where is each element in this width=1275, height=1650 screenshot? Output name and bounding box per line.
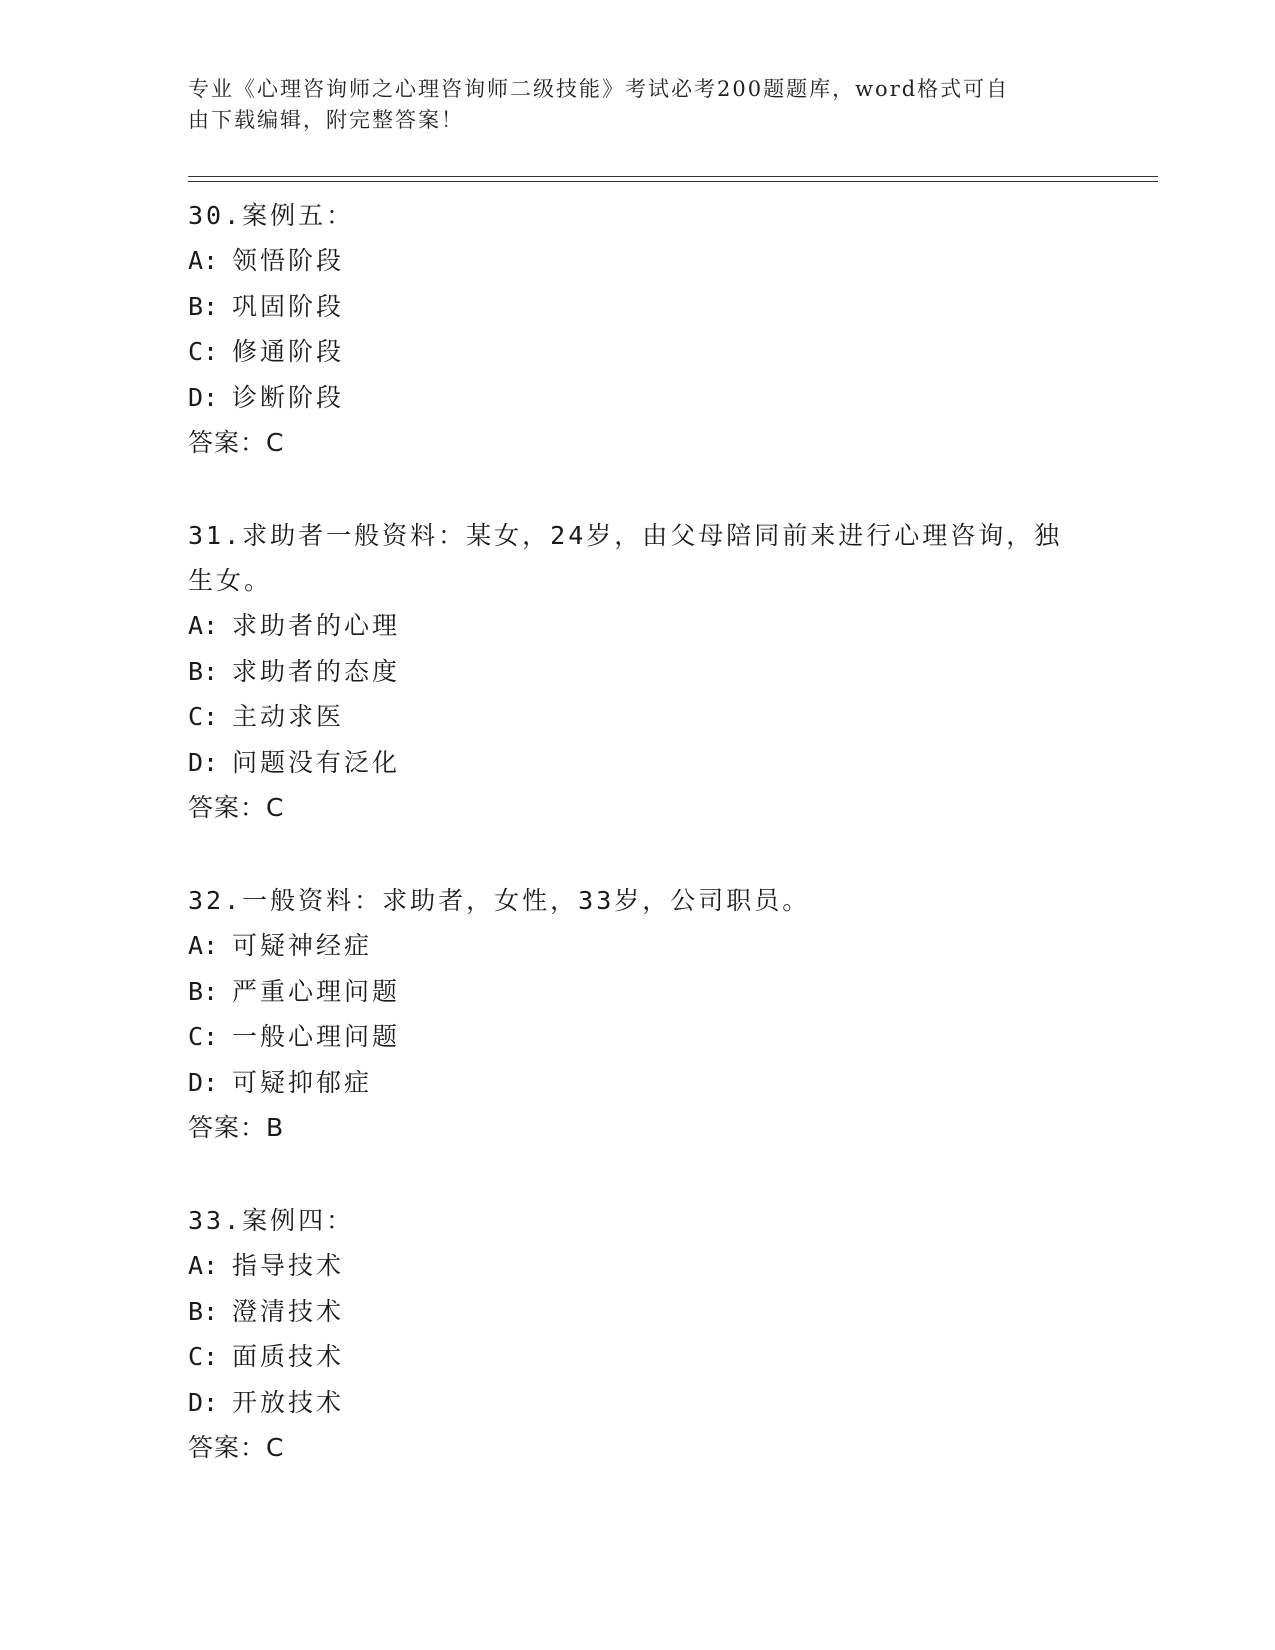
header-line-1: 专业《心理咨询师之心理咨询师二级技能》考试必考200题题库，word格式可自 (188, 77, 1010, 101)
option-letter: B: (188, 656, 219, 686)
option-letter: B: (188, 1296, 219, 1326)
option-d (188, 375, 1088, 421)
answer-line: 答案：B (188, 1113, 285, 1142)
option-text: 求助者的态度 (232, 656, 401, 686)
option-text: 巩固阶段 (232, 291, 345, 321)
option-c (188, 329, 1088, 375)
option-letter: D: (188, 382, 219, 412)
question-stem: 32.一般资料：求助者，女性，33岁，公司职员。 (188, 886, 811, 915)
question-31 (188, 513, 1088, 831)
option-d (188, 1060, 1088, 1106)
option-letter: C: (188, 702, 219, 731)
document-header (188, 74, 1068, 136)
option-letter: B: (188, 291, 219, 321)
option-text: 修通阶段 (232, 337, 345, 366)
option-a (188, 1243, 1088, 1289)
option-b (188, 284, 1088, 330)
option-letter: A: (188, 246, 219, 275)
option-letter: A: (188, 611, 219, 640)
option-a (188, 603, 1088, 649)
option-b (188, 649, 1088, 695)
option-text: 可疑神经症 (232, 931, 373, 960)
answer-line: 答案：C (188, 793, 285, 822)
option-letter: D: (188, 747, 219, 777)
option-letter: A: (188, 931, 219, 960)
option-letter: B: (188, 976, 219, 1006)
option-letter: D: (188, 1067, 219, 1097)
option-a (188, 238, 1088, 284)
option-c (188, 1334, 1088, 1380)
option-letter: A: (188, 1251, 219, 1280)
option-c (188, 694, 1088, 740)
option-text: 指导技术 (232, 1251, 345, 1280)
option-text: 可疑抑郁症 (232, 1067, 373, 1097)
option-letter: C: (188, 1342, 219, 1371)
header-divider-top (188, 176, 1158, 177)
answer-line: 答案：C (188, 428, 285, 457)
question-stem: 30.案例五： (188, 201, 355, 230)
option-d (188, 740, 1088, 786)
option-letter: D: (188, 1387, 219, 1417)
question-30 (188, 193, 1088, 466)
option-text: 求助者的心理 (232, 611, 401, 640)
answer-line: 答案：C (188, 1433, 285, 1462)
header-line-2: 由下载编辑，附完整答案！ (188, 108, 464, 132)
question-32 (188, 878, 1088, 1151)
option-text: 开放技术 (232, 1387, 345, 1417)
option-d (188, 1380, 1088, 1426)
option-text: 面质技术 (232, 1342, 345, 1371)
question-stem: 31.求助者一般资料：某女，24岁，由父母陪同前来进行心理咨询，独生女。 (188, 521, 1063, 595)
question-33 (188, 1198, 1088, 1471)
option-letter: C: (188, 1022, 219, 1051)
option-c (188, 1014, 1088, 1060)
option-text: 领悟阶段 (232, 246, 345, 275)
option-text: 一般心理问题 (232, 1022, 401, 1051)
option-b (188, 1289, 1088, 1335)
option-text: 主动求医 (232, 702, 345, 731)
option-b (188, 969, 1088, 1015)
option-letter: C: (188, 337, 219, 366)
option-a (188, 923, 1088, 969)
option-text: 澄清技术 (232, 1296, 345, 1326)
option-text: 问题没有泛化 (232, 747, 401, 777)
option-text: 诊断阶段 (232, 382, 345, 412)
question-stem: 33.案例四： (188, 1206, 355, 1235)
option-text: 严重心理问题 (232, 976, 401, 1006)
header-divider-bottom (188, 181, 1158, 182)
question-list (188, 193, 1088, 1518)
